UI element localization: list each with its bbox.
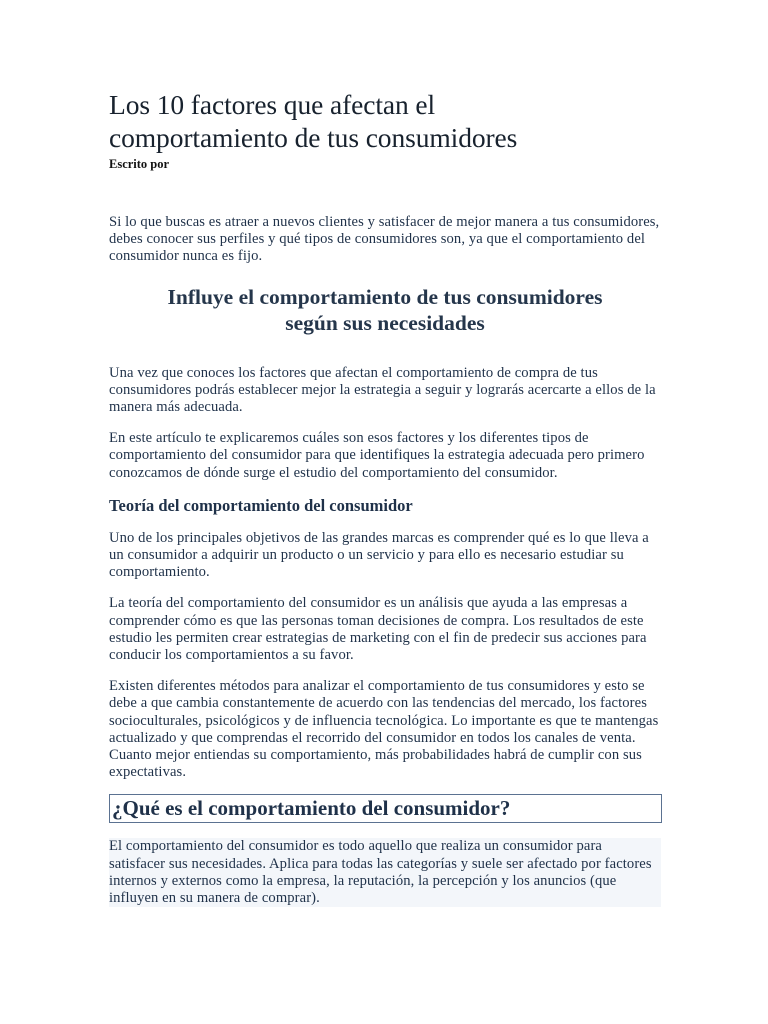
paragraph-6: El comportamiento del consumidor es todo aquello que realiza un consumidor para satisfacer sus necesidades. Aplica para todas las categorías y suele ser afectado por factores internos y externos como la empresa, la reputación, la percepción y los anuncios (que influyen en su manera de comprar). xyxy=(109,838,652,907)
paragraph-2: En este artículo te explicaremos cuáles son esos factores y los diferentes tipos de comportamiento del consumidor para que identifiques la estrategia adecuada pero primero conozcamos de dónde surge el estudio del comportamiento del consumidor. xyxy=(109,430,645,481)
section-heading-line-1: Influye el comportamiento de tus consumidores xyxy=(167,284,603,309)
subheading: Teoría del comportamiento del consumidor xyxy=(109,495,413,515)
document-title xyxy=(109,88,661,154)
section-heading-line-2: según sus necesidades xyxy=(285,310,485,335)
title-line-1: Los 10 factores que afectan el xyxy=(109,89,436,120)
section-heading xyxy=(109,284,661,336)
byline: Escrito por xyxy=(109,157,170,171)
paragraph-1: Una vez que conoces los factores que afectan el comportamiento de compra de tus consumidores podrás establecer mejor la estrategia a seguir y lograrás acercarte a ellos de la manera más adecuada. xyxy=(109,364,656,416)
intro-paragraph: Si lo que buscas es atraer a nuevos clientes y satisfacer de mejor manera a tus consumidores, debes conocer sus perfiles y qué tipos de consumidores son, ya que el comportamiento del consumidor nunca es fijo. xyxy=(109,214,660,265)
boxed-heading: ¿Qué es el comportamiento del consumidor? xyxy=(109,794,662,823)
paragraph-4: La teoría del comportamiento del consumidor es un análisis que ayuda a las empresas a comprender cómo es que las personas toman decisiones de compra. Los resultados de este estudio les permiten crear estrategias de marketing con el fin de predecir sus acciones para conducir los comportamientos a su favor. xyxy=(109,595,647,664)
shaded-block xyxy=(109,838,661,907)
title-line-2: comportamiento de tus consumidores xyxy=(109,122,518,153)
paragraph-3: Uno de los principales objetivos de las grandes marcas es comprender qué es lo que lleva a un consumidor a adquirir un producto o un servicio y para ello es necesario estudiar su comportamiento. xyxy=(109,529,649,581)
document-page xyxy=(109,88,661,907)
paragraph-5: Existen diferentes métodos para analizar el comportamiento de tus consumidores y esto se debe a que cambia constantemente de acuerdo con las tendencias del mercado, los factores socioculturales, psicológicos y de influencia tecnológica. Lo importante es que te mantengas actualizado y que comprendas el recorrido del consumidor en todos los canales de venta. Cuanto mejor entiendas su comportamiento, más probabilidades habrá de cumplir con sus expectativas. xyxy=(109,678,659,781)
